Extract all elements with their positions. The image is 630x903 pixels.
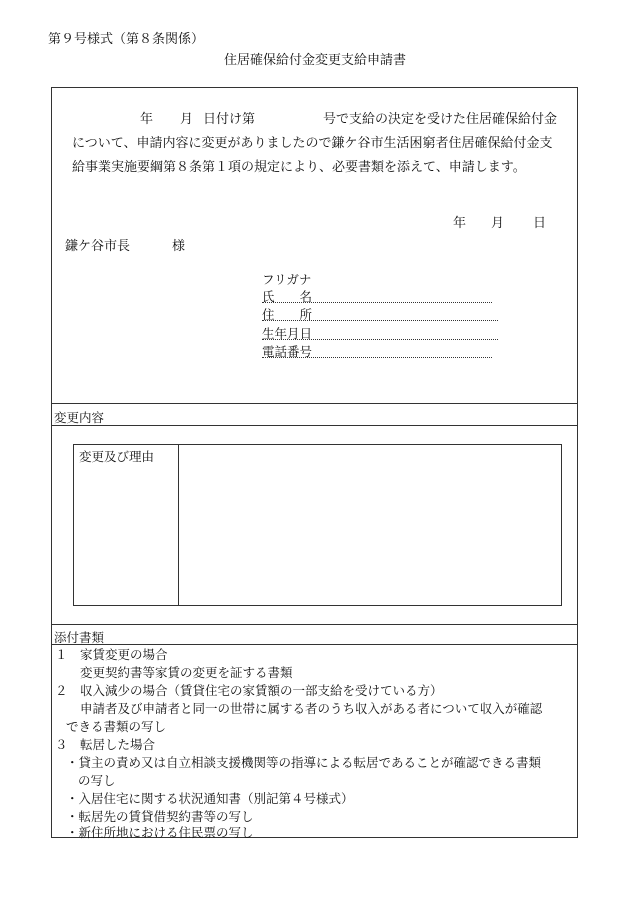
attachment-item-1-detail: 変更契約書等家賃の変更を証する書類 [80, 665, 293, 680]
date-month-label: 月 [491, 216, 505, 231]
application-line-2: について、申請内容に変更がありましたので鎌ケ谷市生活困窮者住居確保給付金支 [72, 136, 553, 151]
addressee-honorific: 様 [172, 239, 186, 254]
attachment-bullet: ・転居先の賃貸借契約書等の写し [66, 809, 254, 824]
divider [178, 444, 179, 606]
name-field[interactable] [262, 302, 492, 303]
attachment-item-2-detail: 申請者及び申請者と同一の世帯に属する者のうち収入がある者について収入が確認 [80, 701, 543, 716]
attachment-bullet: ・新住所地における住民票の写し [66, 825, 254, 840]
phone-field[interactable] [262, 357, 492, 358]
attachment-item-3-number: ３ [55, 737, 68, 752]
date-day-label: 日 [533, 216, 547, 231]
birthdate-field[interactable] [262, 339, 498, 340]
year-label: 年 [140, 112, 154, 127]
change-reason-label: 変更及び理由 [79, 449, 155, 464]
divider [51, 624, 578, 625]
month-label: 月 [180, 112, 194, 127]
change-section-heading: 変更内容 [54, 410, 105, 425]
attachment-bullet: ・入居住宅に関する状況通知書（別記第４号様式） [66, 791, 354, 806]
attachment-item-2-title: 収入減少の場合（賃貸住宅の家賃額の一部支給を受けている方） [80, 683, 443, 698]
attachment-bullet-cont: の写し [78, 773, 116, 788]
decision-text: 号で支給の決定を受けた住居確保給付金 [323, 112, 558, 127]
application-line-3: 給事業実施要綱第８条第１項の規定により、必要書類を添えて、申請します。 [72, 160, 526, 175]
name-label: 氏 名 [262, 289, 313, 304]
attachment-item-2-detail-cont: できる書類の写し [66, 719, 167, 734]
form-number: 第９号様式（第８条関係） [48, 32, 205, 47]
birthdate-label: 生年月日 [262, 326, 313, 341]
divider [51, 425, 578, 426]
date-year-label: 年 [453, 216, 467, 231]
attachment-item-1-number: １ [55, 647, 68, 662]
attachment-item-2-number: ２ [55, 683, 68, 698]
divider [51, 403, 578, 404]
attachment-item-3-title: 転居した場合 [80, 737, 156, 752]
furigana-label: フリガナ [262, 272, 312, 287]
address-field[interactable] [262, 320, 498, 321]
address-label: 住 所 [262, 307, 313, 322]
change-reason-field[interactable] [180, 446, 560, 604]
phone-label: 電話番号 [262, 344, 313, 359]
attachments-heading: 添付書類 [54, 630, 105, 645]
document-title: 住居確保給付金変更支給申請書 [223, 53, 406, 68]
attachment-item-1-title: 家賃変更の場合 [80, 647, 168, 662]
addressee-name: 鎌ケ谷市長 [65, 239, 131, 254]
day-ref-label: 日付け第 [203, 112, 256, 127]
attachment-bullet: ・貸主の責め又は自立相談支援機関等の指導による転居であることが確認できる書類 [66, 755, 542, 770]
addressee [65, 235, 186, 254]
